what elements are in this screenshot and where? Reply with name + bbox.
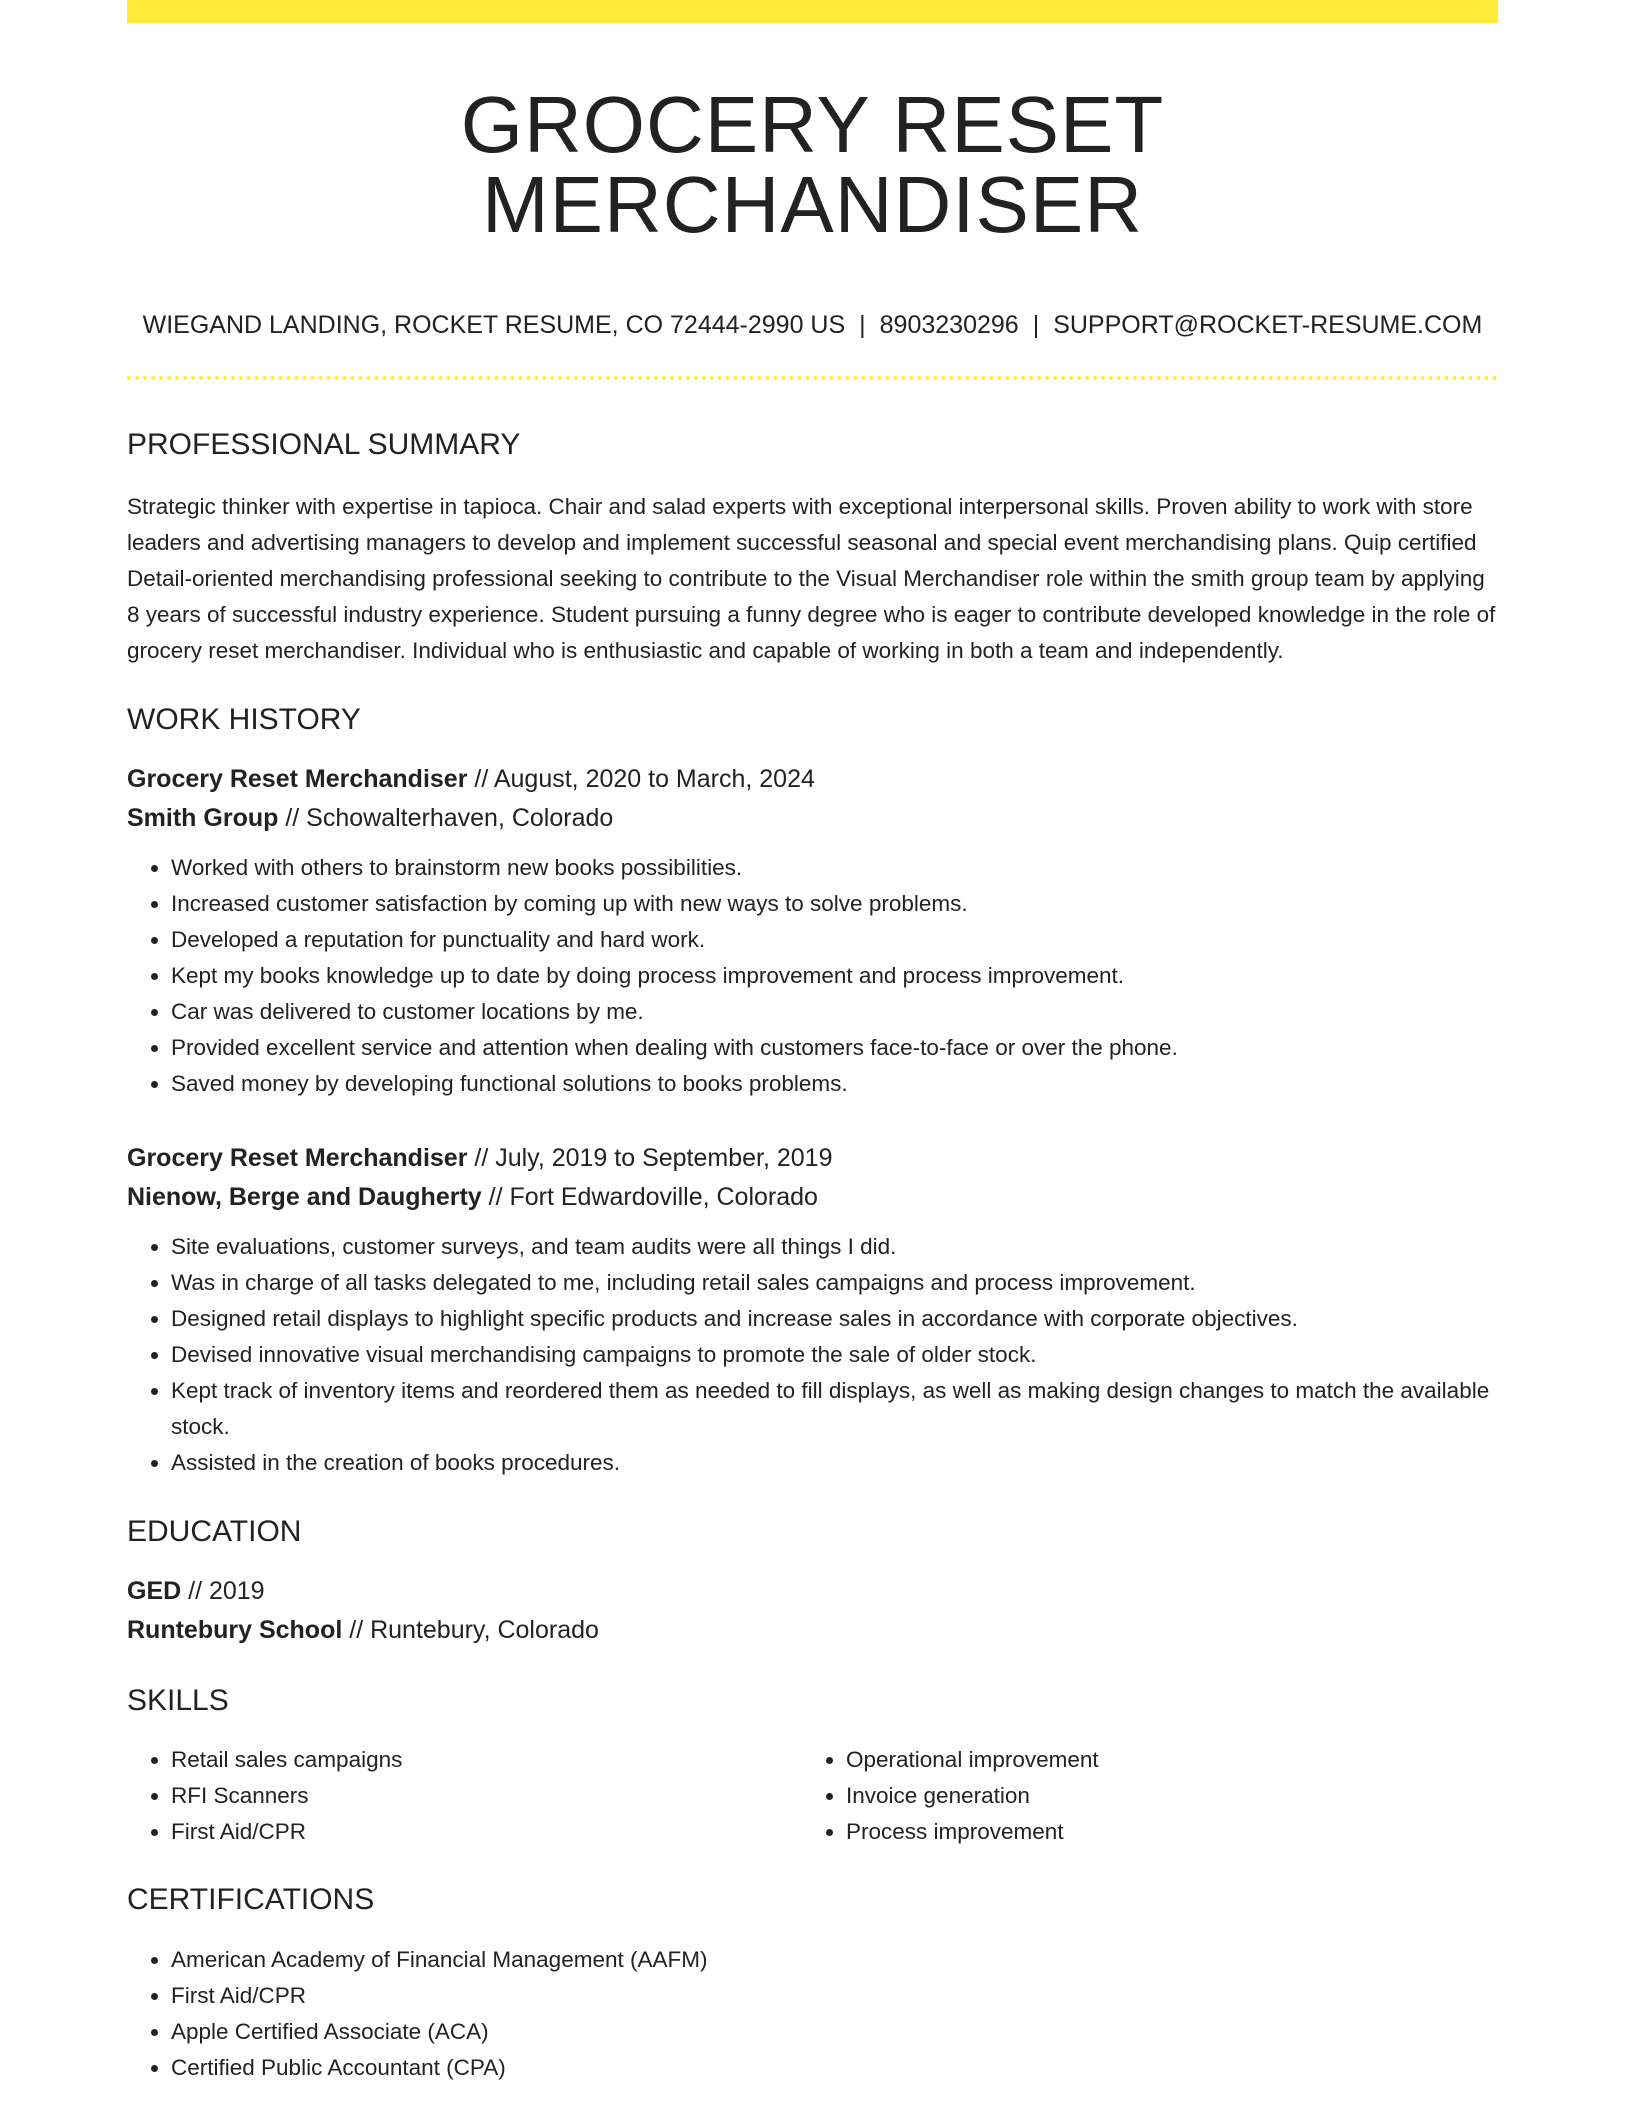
skills-list xyxy=(127,1742,802,1850)
job-bullet: • Car was delivered to customer locations by me. xyxy=(171,994,1498,1030)
job-bullets xyxy=(127,1229,1498,1481)
job-bullet: • Developed a reputation for punctuality and hard work. xyxy=(171,922,1498,958)
job-bullet: • Devised innovative visual merchandising campaigns to promote the sale of older stock. xyxy=(171,1337,1498,1373)
work-history-heading: WORK HISTORY xyxy=(127,703,361,736)
education-location: // Runtebury, Colorado xyxy=(342,1616,599,1644)
skills-column-left xyxy=(127,1742,802,1850)
skills-heading: SKILLS xyxy=(127,1684,229,1717)
skill-item: • Process improvement xyxy=(846,1814,1477,1850)
education-year: // 2019 xyxy=(181,1577,265,1605)
job-role: Grocery Reset Merchandiser xyxy=(127,765,468,793)
job-bullets xyxy=(127,850,1498,1102)
certification-item: • American Academy of Financial Management (AAFM) xyxy=(171,1942,1498,1978)
certification-item: • Apple Certified Associate (ACA) xyxy=(171,2014,1498,2050)
job-bullet: • Saved money by developing functional solutions to books problems. xyxy=(171,1066,1498,1102)
contact-separator: | xyxy=(1032,311,1040,339)
job-bullet: • Was in charge of all tasks delegated to me, including retail sales campaigns and process improvement. xyxy=(171,1265,1498,1301)
contact-phone: 8903230296 xyxy=(879,311,1019,339)
job-company-line xyxy=(127,1178,1498,1217)
contact-address: WIEGAND LANDING, ROCKET RESUME, CO 72444-2990 US xyxy=(142,311,846,339)
job-company-line xyxy=(127,799,1498,838)
certifications-list xyxy=(127,1942,1498,2086)
education-school: Runtebury School xyxy=(127,1616,343,1644)
education-degree-line xyxy=(127,1572,1498,1611)
skill-item: • Operational improvement xyxy=(846,1742,1477,1778)
summary-heading: PROFESSIONAL SUMMARY xyxy=(127,428,521,461)
skill-item: • RFI Scanners xyxy=(171,1778,802,1814)
job-dates: // August, 2020 to March, 2024 xyxy=(467,765,815,793)
certification-item: • First Aid/CPR xyxy=(171,1978,1498,2014)
job-entry xyxy=(127,760,1498,1102)
job-entry xyxy=(127,1139,1498,1481)
job-bullet: • Site evaluations, customer surveys, and team audits were all things I did. xyxy=(171,1229,1498,1265)
skill-item: • First Aid/CPR xyxy=(171,1814,802,1850)
candidate-name: GROCERY RESET MERCHANDISER xyxy=(460,80,1165,249)
education-heading: EDUCATION xyxy=(127,1515,302,1548)
skills-columns xyxy=(127,1742,1498,1850)
contact-email: SUPPORT@ROCKET-RESUME.COM xyxy=(1053,311,1483,339)
skill-item: • Invoice generation xyxy=(846,1778,1477,1814)
job-company: Smith Group xyxy=(127,804,279,832)
job-role: Grocery Reset Merchandiser xyxy=(127,1144,468,1172)
resume-page xyxy=(127,0,1498,2086)
top-accent-bar xyxy=(127,0,1498,23)
job-bullet: • Worked with others to brainstorm new books possibilities. xyxy=(171,850,1498,886)
job-bullet: • Provided excellent service and attention when dealing with customers face-to-face or over the phone. xyxy=(171,1030,1498,1066)
job-company: Nienow, Berge and Daugherty xyxy=(127,1183,482,1211)
education-degree: GED xyxy=(127,1577,182,1605)
skill-item: • Retail sales campaigns xyxy=(171,1742,802,1778)
education-school-line xyxy=(127,1611,1498,1650)
job-bullet: • Kept my books knowledge up to date by doing process improvement and process improvement. xyxy=(171,958,1498,994)
header-divider xyxy=(127,376,1498,380)
contact-line xyxy=(127,313,1498,338)
job-bullet: • Kept track of inventory items and reordered them as needed to fill displays, as well as making design changes to match the available stock. xyxy=(171,1373,1498,1445)
summary-text: Strategic thinker with expertise in tapioca. Chair and salad experts with exceptional interpersonal skills. Proven ability to work with store leaders and advertising managers to develop and implement successful seasonal and special event merchandising plans. Quip certified Detail-oriented merchandising professional seeking to contribute to the Visual Merchandiser role within the smith group team by applying 8 years of successful industry experience. Student pursuing a funny degree who is eager to contribute developed knowledge in the role of grocery reset merchandiser. Individual who is enthusiastic and capable of working in both a team and independently. xyxy=(127,494,1496,663)
job-dates: // July, 2019 to September, 2019 xyxy=(467,1144,833,1172)
job-location: // Fort Edwardoville, Colorado xyxy=(481,1183,818,1211)
job-bullet: • Designed retail displays to highlight specific products and increase sales in accordance with corporate objectives. xyxy=(171,1301,1498,1337)
contact-separator: | xyxy=(859,311,866,339)
job-title-line xyxy=(127,760,1498,799)
certification-item: • Certified Public Accountant (CPA) xyxy=(171,2050,1498,2086)
certifications-heading: CERTIFICATIONS xyxy=(127,1883,375,1916)
skills-column-right xyxy=(802,1742,1477,1850)
skills-list xyxy=(802,1742,1477,1850)
job-bullet: • Assisted in the creation of books procedures. xyxy=(171,1445,1498,1481)
job-bullet: • Increased customer satisfaction by coming up with new ways to solve problems. xyxy=(171,886,1498,922)
job-title-line xyxy=(127,1139,1498,1178)
job-location: // Schowalterhaven, Colorado xyxy=(278,804,614,832)
